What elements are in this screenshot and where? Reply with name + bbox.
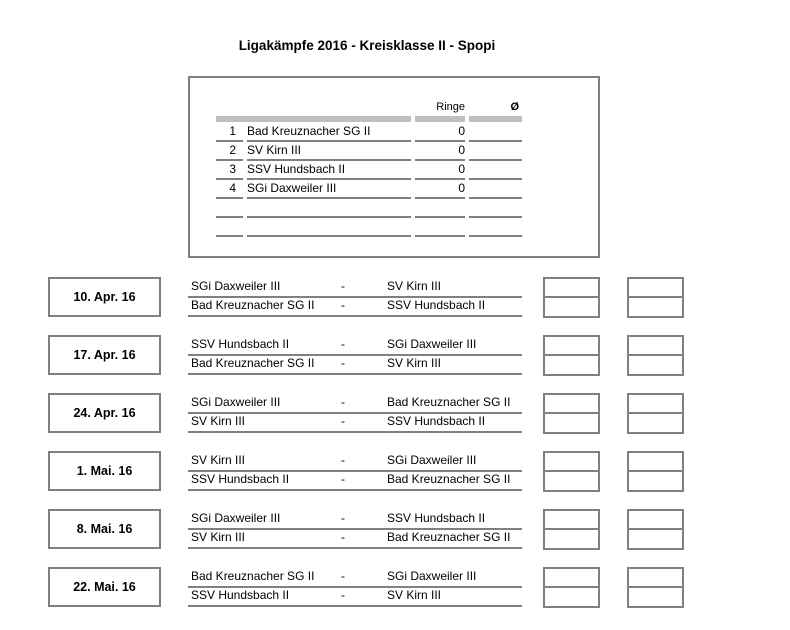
score-box-points[interactable] bbox=[627, 509, 684, 550]
match-row bbox=[188, 452, 522, 472]
rank-cell bbox=[216, 161, 243, 180]
score-box-rings[interactable] bbox=[543, 451, 600, 492]
home-team: SGi Daxweiler III bbox=[191, 279, 281, 293]
header-bar-team bbox=[216, 116, 411, 122]
average-cell bbox=[469, 123, 522, 142]
score-box-points[interactable] bbox=[627, 451, 684, 492]
column-header-average: Ø bbox=[510, 101, 519, 113]
match-row bbox=[188, 297, 522, 317]
away-team: SSV Hundsbach II bbox=[387, 414, 486, 428]
rank-cell-text: 2 bbox=[229, 143, 236, 157]
score-box-divider bbox=[545, 528, 598, 530]
home-team: SSV Hundsbach II bbox=[191, 472, 290, 486]
match-row bbox=[188, 413, 522, 433]
rank-cell bbox=[216, 142, 243, 161]
match-row bbox=[188, 568, 522, 588]
matchday-date: 8. Mai. 16 bbox=[48, 509, 161, 549]
rank-cell bbox=[216, 218, 243, 237]
team-cell bbox=[247, 199, 411, 218]
team-cell-text: SGi Daxweiler III bbox=[247, 181, 337, 195]
matchday-date: 1. Mai. 16 bbox=[48, 451, 161, 491]
away-team: SGi Daxweiler III bbox=[387, 337, 477, 351]
match-row bbox=[188, 394, 522, 414]
home-team: Bad Kreuznacher SG II bbox=[191, 298, 315, 312]
match-separator: - bbox=[341, 298, 345, 312]
home-team: Bad Kreuznacher SG II bbox=[191, 356, 315, 370]
home-team: SV Kirn III bbox=[191, 453, 246, 467]
away-team: SSV Hundsbach II bbox=[387, 511, 486, 525]
average-cell bbox=[469, 199, 522, 218]
score-box-rings[interactable] bbox=[543, 393, 600, 434]
matchday-date: 24. Apr. 16 bbox=[48, 393, 161, 433]
match-separator: - bbox=[341, 395, 345, 409]
header-bar-average bbox=[469, 116, 522, 122]
team-cell-text: Bad Kreuznacher SG II bbox=[247, 124, 371, 138]
home-team: Bad Kreuznacher SG II bbox=[191, 569, 315, 583]
score-box-rings[interactable] bbox=[543, 277, 600, 318]
match-row bbox=[188, 471, 522, 491]
match-separator: - bbox=[341, 530, 345, 544]
away-team: SV Kirn III bbox=[387, 356, 442, 370]
score-box-rings[interactable] bbox=[543, 335, 600, 376]
match-separator: - bbox=[341, 279, 345, 293]
score-box-divider bbox=[545, 470, 598, 472]
away-team: Bad Kreuznacher SG II bbox=[387, 530, 511, 544]
match-row bbox=[188, 510, 522, 530]
ringe-cell-text: 0 bbox=[458, 143, 465, 157]
team-cell-text: SV Kirn III bbox=[247, 143, 302, 157]
match-separator: - bbox=[341, 588, 345, 602]
away-team: Bad Kreuznacher SG II bbox=[387, 395, 511, 409]
match-row bbox=[188, 336, 522, 356]
rank-cell-text: 3 bbox=[229, 162, 236, 176]
home-team: SV Kirn III bbox=[191, 414, 246, 428]
score-box-points[interactable] bbox=[627, 277, 684, 318]
header-bar-ringe bbox=[415, 116, 465, 122]
match-separator: - bbox=[341, 511, 345, 525]
match-separator: - bbox=[341, 356, 345, 370]
home-team: SGi Daxweiler III bbox=[191, 395, 281, 409]
away-team: Bad Kreuznacher SG II bbox=[387, 472, 511, 486]
matchday-date: 22. Mai. 16 bbox=[48, 567, 161, 607]
rank-cell bbox=[216, 180, 243, 199]
score-box-divider bbox=[629, 412, 682, 414]
score-box-divider bbox=[545, 412, 598, 414]
rank-cell-text: 4 bbox=[229, 181, 236, 195]
column-header-ringe: Ringe bbox=[436, 101, 465, 113]
team-cell bbox=[247, 218, 411, 237]
away-team: SGi Daxweiler III bbox=[387, 569, 477, 583]
score-box-divider bbox=[545, 354, 598, 356]
score-box-divider bbox=[629, 470, 682, 472]
ringe-cell-text: 0 bbox=[458, 181, 465, 195]
score-box-divider bbox=[629, 296, 682, 298]
match-row bbox=[188, 278, 522, 298]
ringe-cell bbox=[415, 180, 465, 199]
match-separator: - bbox=[341, 472, 345, 486]
score-box-divider bbox=[629, 528, 682, 530]
ringe-cell-text: 0 bbox=[458, 162, 465, 176]
average-cell bbox=[469, 218, 522, 237]
ringe-cell-text: 0 bbox=[458, 124, 465, 138]
match-row bbox=[188, 355, 522, 375]
score-box-divider bbox=[545, 586, 598, 588]
match-separator: - bbox=[341, 414, 345, 428]
rank-cell-text: 1 bbox=[229, 124, 236, 138]
team-cell bbox=[247, 123, 411, 142]
ringe-cell bbox=[415, 161, 465, 180]
score-box-points[interactable] bbox=[627, 335, 684, 376]
ringe-cell bbox=[415, 218, 465, 237]
away-team: SSV Hundsbach II bbox=[387, 298, 486, 312]
match-separator: - bbox=[341, 569, 345, 583]
home-team: SSV Hundsbach II bbox=[191, 337, 290, 351]
match-separator: - bbox=[341, 453, 345, 467]
score-box-divider bbox=[545, 296, 598, 298]
rank-cell bbox=[216, 199, 243, 218]
score-box-divider bbox=[629, 354, 682, 356]
team-cell bbox=[247, 142, 411, 161]
team-cell-text: SSV Hundsbach II bbox=[247, 162, 346, 176]
ringe-cell bbox=[415, 123, 465, 142]
score-box-rings[interactable] bbox=[543, 509, 600, 550]
rank-cell bbox=[216, 123, 243, 142]
matchday-date: 17. Apr. 16 bbox=[48, 335, 161, 375]
score-box-rings[interactable] bbox=[543, 567, 600, 608]
match-separator: - bbox=[341, 337, 345, 351]
home-team: SV Kirn III bbox=[191, 530, 246, 544]
matchday-date: 10. Apr. 16 bbox=[48, 277, 161, 317]
score-box-points[interactable] bbox=[627, 393, 684, 434]
away-team: SGi Daxweiler III bbox=[387, 453, 477, 467]
average-cell bbox=[469, 161, 522, 180]
score-box-points[interactable] bbox=[627, 567, 684, 608]
ringe-cell bbox=[415, 199, 465, 218]
home-team: SGi Daxweiler III bbox=[191, 511, 281, 525]
page-title: Ligakämpfe 2016 - Kreisklasse II - Spopi bbox=[238, 38, 496, 53]
away-team: SV Kirn III bbox=[387, 279, 442, 293]
average-cell bbox=[469, 142, 522, 161]
away-team: SV Kirn III bbox=[387, 588, 442, 602]
home-team: SSV Hundsbach II bbox=[191, 588, 290, 602]
average-cell bbox=[469, 180, 522, 199]
team-cell bbox=[247, 161, 411, 180]
match-row bbox=[188, 529, 522, 549]
ringe-cell bbox=[415, 142, 465, 161]
match-row bbox=[188, 587, 522, 607]
team-cell bbox=[247, 180, 411, 199]
score-box-divider bbox=[629, 586, 682, 588]
